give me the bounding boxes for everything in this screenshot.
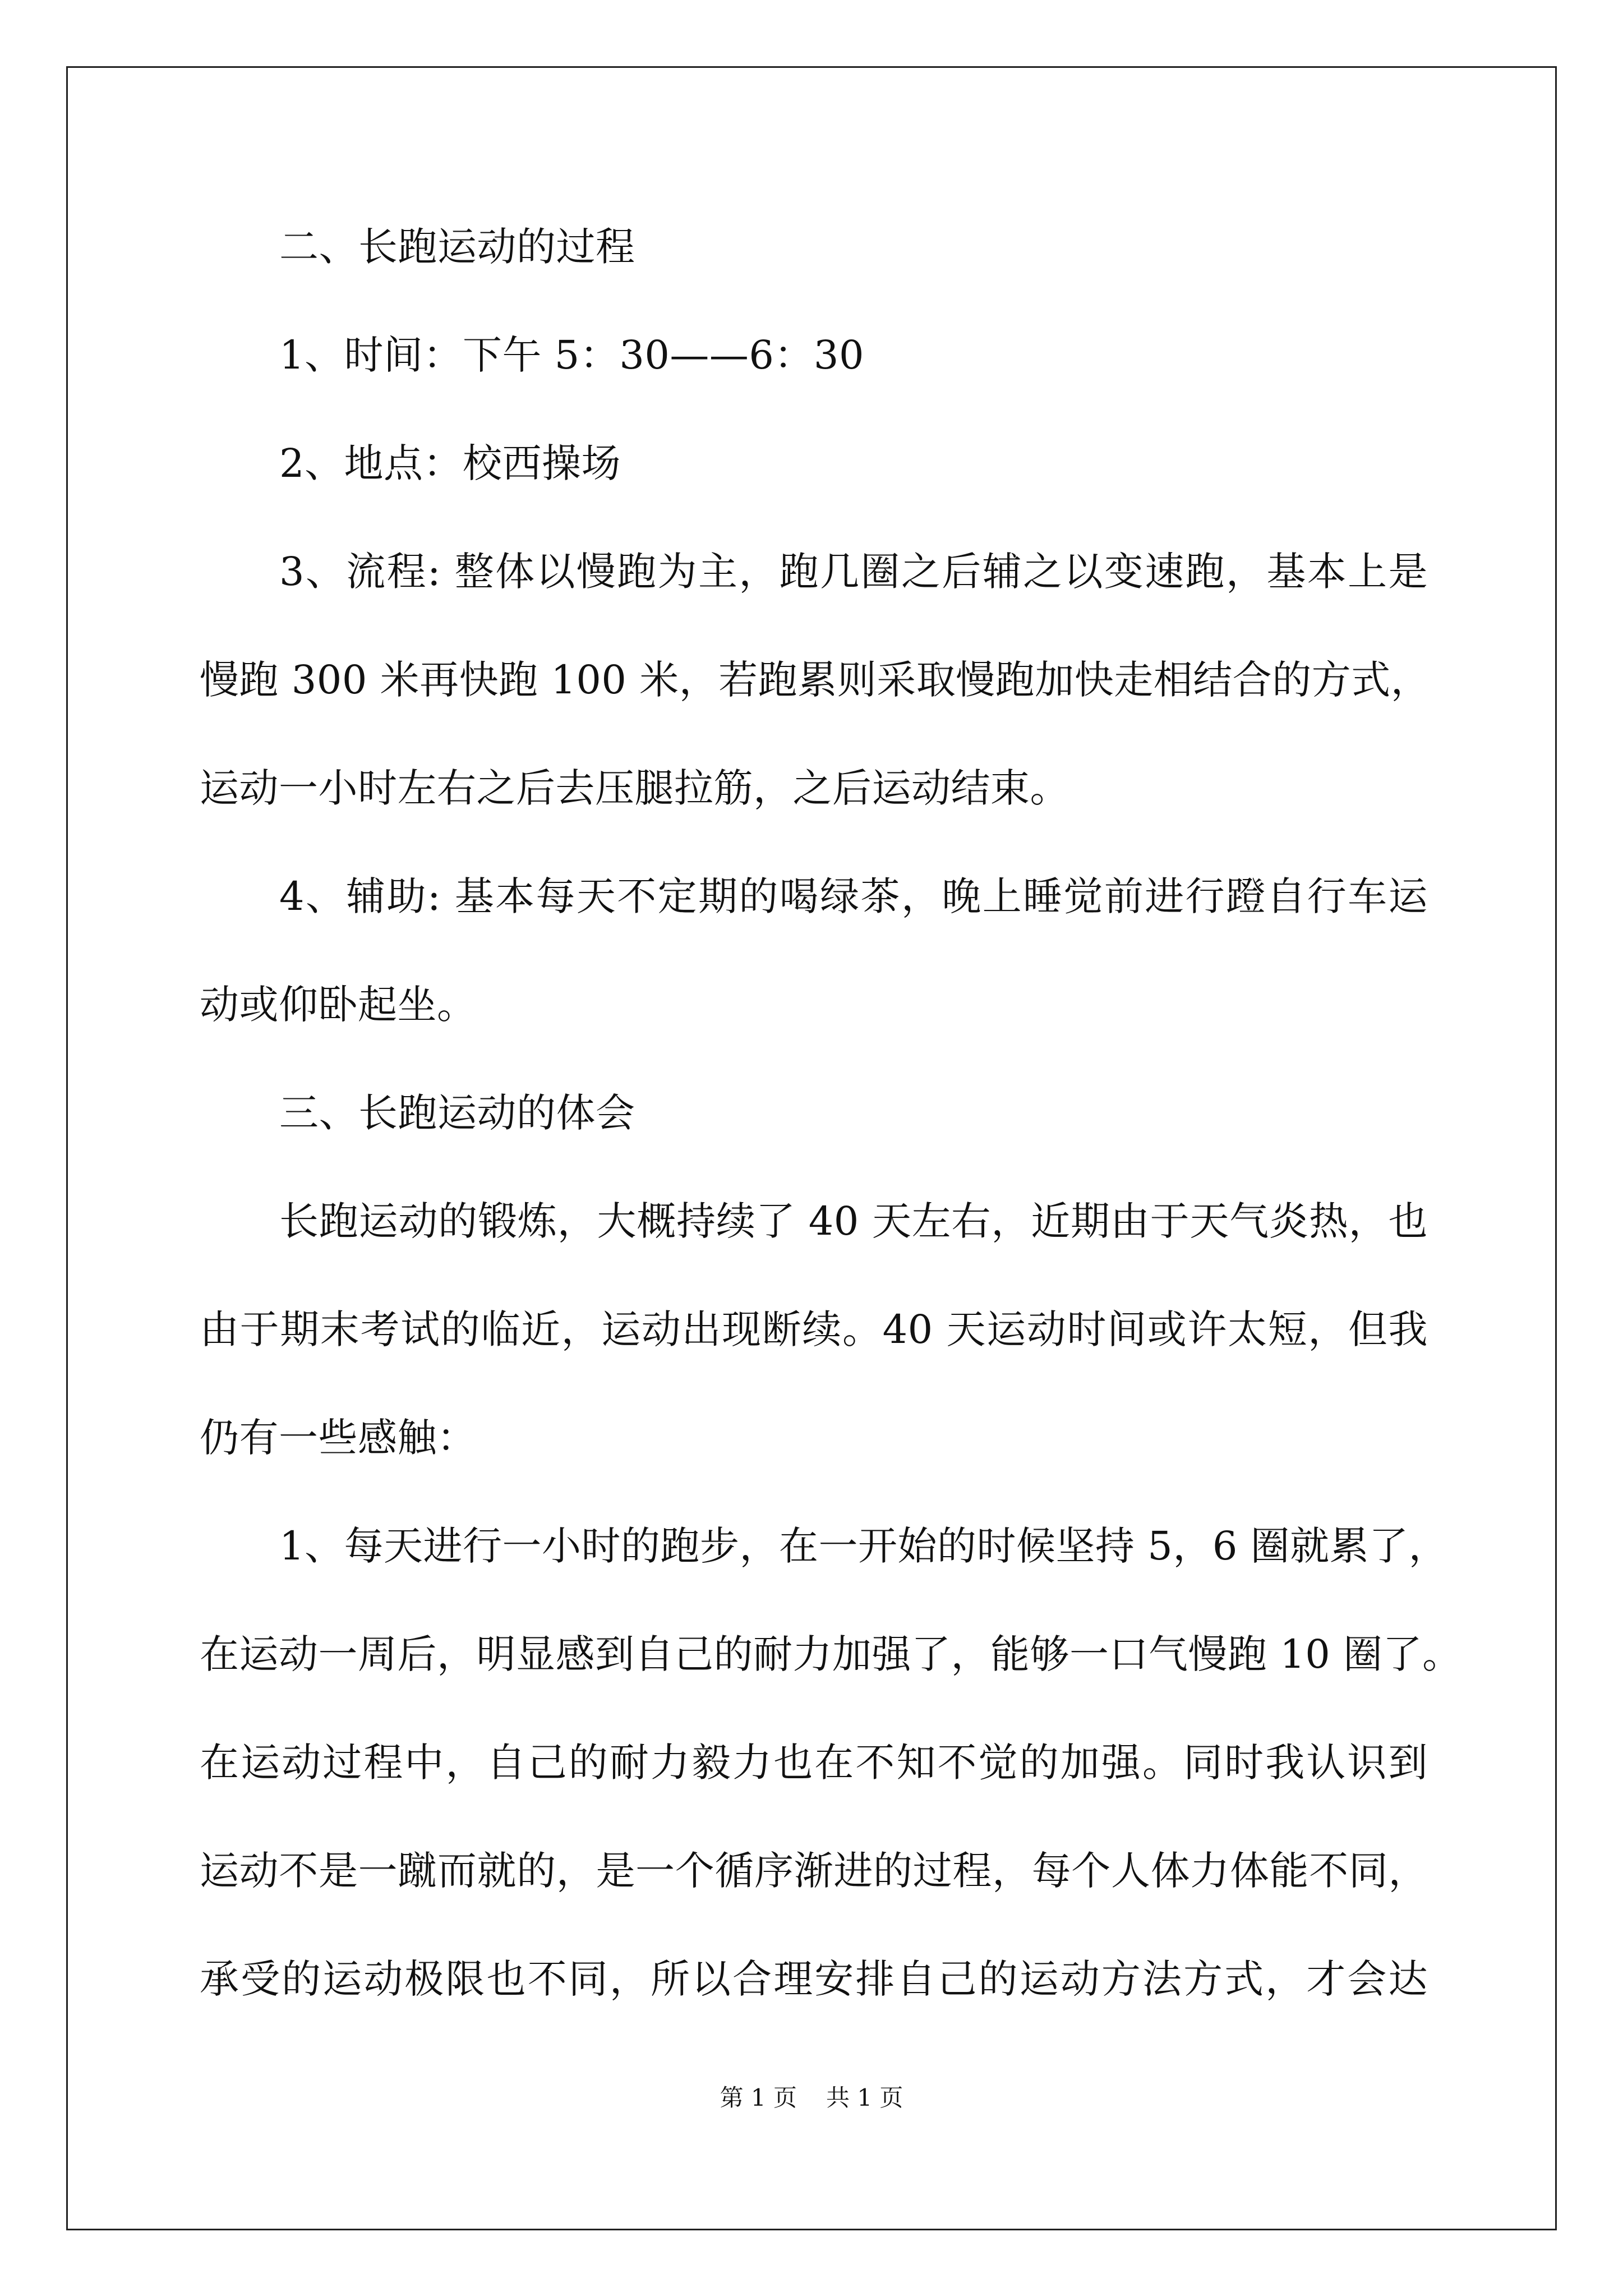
page-footer xyxy=(0,2081,1623,2115)
paragraph-line: 1、每天进行一小时的跑步，在一开始的时候坚持 5，6 圈就累了， xyxy=(279,1523,1449,1569)
section-heading: 二、长跑运动的过程 xyxy=(279,224,635,270)
paragraph-line: 由于期末考试的临近，运动出现断续。40 天运动时间或许太短，但我 xyxy=(200,1306,1428,1352)
page-total: 共 1 页 xyxy=(826,2084,903,2111)
paragraph-line: 运动不是一蹴而就的，是一个循序渐进的过程，每个人体力体能不同， xyxy=(200,1848,1428,1894)
document-body xyxy=(200,216,1462,2056)
section-heading: 三、长跑运动的体会 xyxy=(279,1090,635,1136)
paragraph-line: 4、辅助: 基本每天不定期的喝绿茶，晚上睡觉前进行蹬自行车运 xyxy=(279,873,1428,919)
paragraph-line: 2、地点：校西操场 xyxy=(279,440,621,486)
paragraph-line: 慢跑 300 米再快跑 100 米，若跑累则采取慢跑加快走相结合的方式， xyxy=(200,657,1431,703)
page-number: 第 1 页 xyxy=(720,2084,797,2111)
paragraph-line: 仍有一些感触： xyxy=(200,1415,477,1461)
paragraph-line: 在运动过程中，自己的耐力毅力也在不知不觉的加强。同时我认识到 xyxy=(200,1740,1428,1786)
paragraph-line: 在运动一周后，明显感到自己的耐力加强了，能够一口气慢跑 10 圈了。 xyxy=(200,1631,1462,1677)
paragraph-line: 运动一小时左右之后去压腿拉筋，之后运动结束。 xyxy=(200,765,1069,811)
paragraph-line: 3、流程: 整体以慢跑为主，跑几圈之后辅之以变速跑，基本上是 xyxy=(279,549,1428,595)
paragraph-line: 承受的运动极限也不同，所以合理安排自己的运动方法方式，才会达 xyxy=(200,1956,1428,2002)
paragraph-line: 长跑运动的锻炼，大概持续了 40 天左右，近期由于天气炎热，也 xyxy=(279,1198,1428,1244)
paragraph-line: 1、时间：下午 5：30——6：30 xyxy=(279,332,865,378)
paragraph-line: 动或仰卧起坐。 xyxy=(200,982,477,1028)
